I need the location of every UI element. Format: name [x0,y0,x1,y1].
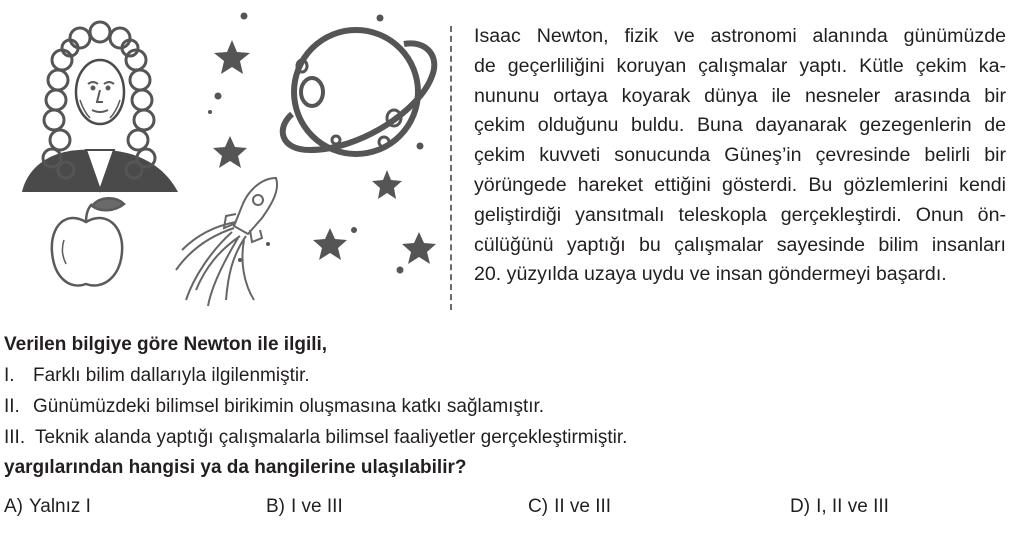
option-text: Yalnız I [29,496,91,517]
option-c[interactable] [528,492,611,522]
question-stem: Verilen bilgiye göre Newton ile ilgili, [4,334,328,355]
column-divider [450,26,452,310]
question [4,330,1014,483]
statement-1 [4,360,1014,391]
statement-number: II. [4,396,20,417]
option-key: C) [528,496,549,517]
passage-line: 20. yüzyılda uzaya uydu ve insan göndermeyi başardı. [474,263,947,286]
passage-line: yörüngede hareket ettiğini gösterdi. Bu gözlemlerini kendi [474,173,1006,196]
statement-number: I. [4,365,15,386]
answer-options [4,492,1014,524]
statement-3 [4,422,1014,453]
option-text: I ve III [291,496,343,517]
planet-icon [283,30,435,154]
passage [474,22,1006,290]
passage-line: çekim kuvveti sonucunda Güneş’in çevresinde belirli bir [474,144,1006,167]
option-key: D) [790,496,811,517]
passage-line: nununu ortaya koyarak dünya ile nesneler arasında bir [474,84,1006,107]
statement-text: Teknik alanda yaptığı çalışmalarla bilimsel faaliyetler gerçekleştirmiştir. [35,427,628,448]
apple-icon [52,198,124,285]
statement-text: Farklı bilim dallarıyla ilgilenmiştir. [33,365,310,386]
option-key: A) [4,496,23,517]
statement-text: Günümüzdeki bilimsel birikimin oluşmasına katkı sağlamıştır. [33,396,545,417]
statement-number: III. [4,427,26,448]
illustration [0,0,440,318]
option-a[interactable] [4,492,91,522]
passage-line: cülüğünü yaptığı bu çalışmalar sayesinde bilim insanları [474,233,1006,256]
statement-2 [4,391,1014,422]
newton-portrait-icon [22,22,178,192]
passage-line: Isaac Newton, fizik ve astronomi alanında günümüzde [474,25,1006,47]
option-text: II ve III [554,496,612,517]
passage-line: geliştirdiği yansıtmalı teleskopla gerçekleştirdi. Onun ön- [474,203,1006,226]
question-ask: yargılarından hangisi ya da hangilerine ulaşılabilir? [4,457,467,478]
option-d[interactable] [790,492,889,522]
option-text: I, II ve III [816,496,889,517]
passage-line: de geçerliliğini koruyan çalışmalar yaptı. Kütle çekim ka- [474,54,1006,77]
rocket-icon [176,178,277,306]
passage-line: çekim olduğunu buldu. Buna dayanarak gezegenlerin de [474,114,1006,137]
option-b[interactable] [266,492,343,522]
option-key: B) [266,496,285,517]
